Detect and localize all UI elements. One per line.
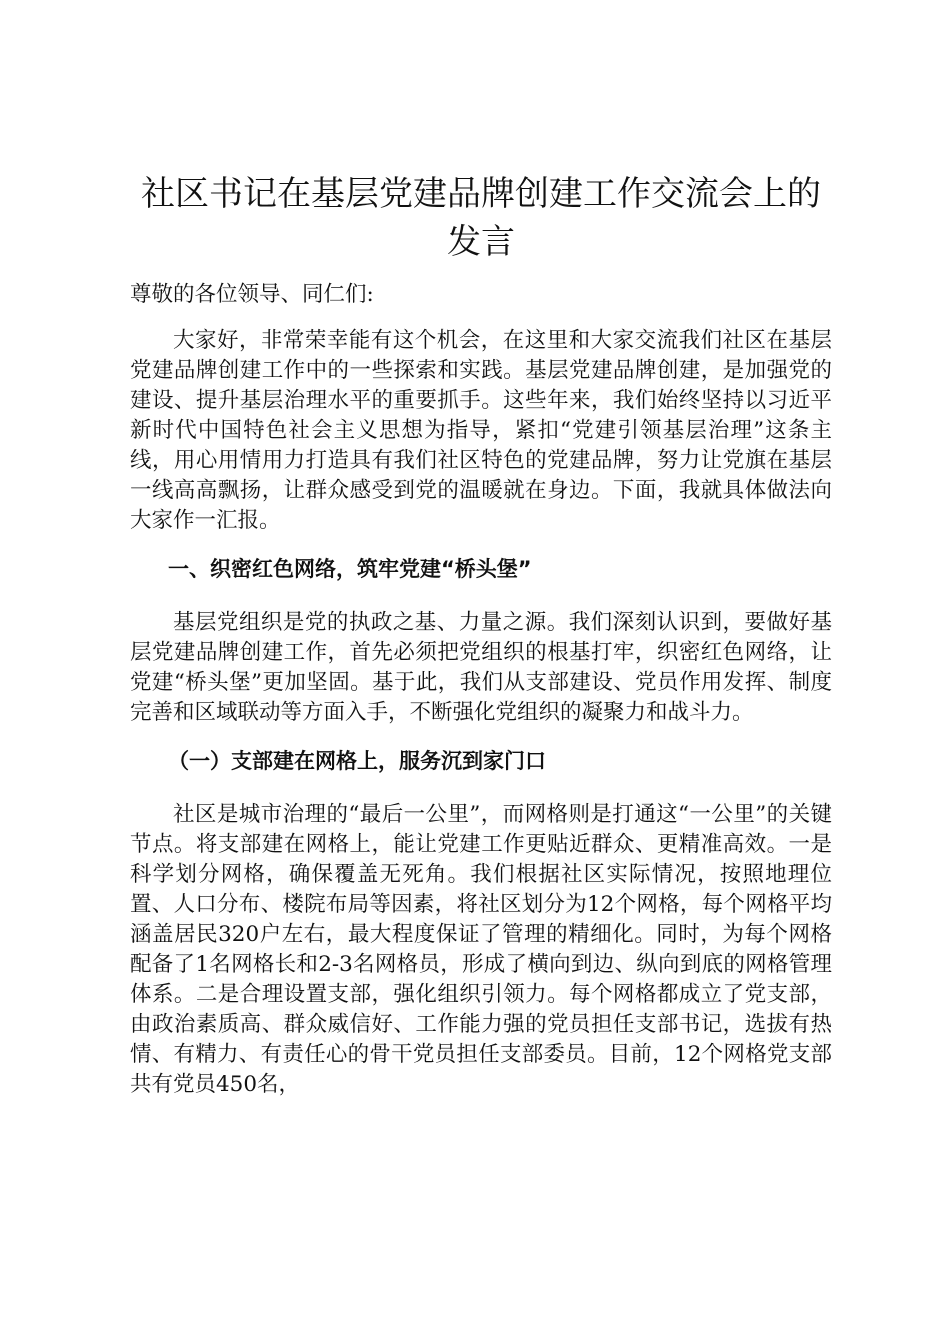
subsection-1-paragraph: 社区是城市治理的“最后一公里”，而网格则是打通这“一公里”的关键节点。将支部建在网格上，能让党建工作更贴近群众、更精准高效。一是科学划分网格，确保覆盖无死角。我们根据社区实际情况，按照地理位置、人口分布、楼院布局等因素，将社区划分为12个网格，每个网格平均涵盖居民320户左右，最大程度保证了管理的精细化。同时，为每个网格配备了1名网格长和2-3名网格员，形成了横向到边、纵向到底的网格管理体系。二是合理设置支部，强化组织引领力。每个网格都成立了党支部，由政治素质高、群众威信好、工作能力强的党员担任支部书记，选拔有热情、有精力、有责任心的骨干党员担任支部委员。目前，12个网格党支部共有党员450名， [130, 802, 832, 1097]
document-body [130, 170, 832, 1118]
subsection-1-heading: （一）支部建在网格上，服务沉到家门口 [168, 749, 546, 773]
intro-paragraph: 大家好，非常荣幸能有这个机会，在这里和大家交流我们社区在基层党建品牌创建工作中的一些探索和实践。基层党建品牌创建，是加强党的建设、提升基层治理水平的重要抓手。这些年来，我们始终坚持以习近平新时代中国特色社会主义思想为指导，紧扣“党建引领基层治理”这条主线，用心用情用力打造具有我们社区特色的党建品牌，努力让党旗在基层一线高高飘扬，让群众感受到党的温暖就在身边。下面，我就具体做法向大家作一汇报。 [130, 328, 832, 533]
salutation: 尊敬的各位领导、同仁们: [130, 282, 374, 307]
document-title: 社区书记在基层党建品牌创建工作交流会上的发言 [141, 174, 821, 262]
section-1-heading: 一、织密红色网络，筑牢党建“桥头堡” [168, 557, 532, 581]
section-1-paragraph: 基层党组织是党的执政之基、力量之源。我们深刻认识到，要做好基层党建品牌创建工作，首先必须把党组织的根基打牢，织密红色网络，让党建“桥头堡”更加坚固。基于此，我们从支部建设、党员作用发挥、制度完善和区域联动等方面入手，不断强化党组织的凝聚力和战斗力。 [130, 610, 832, 725]
